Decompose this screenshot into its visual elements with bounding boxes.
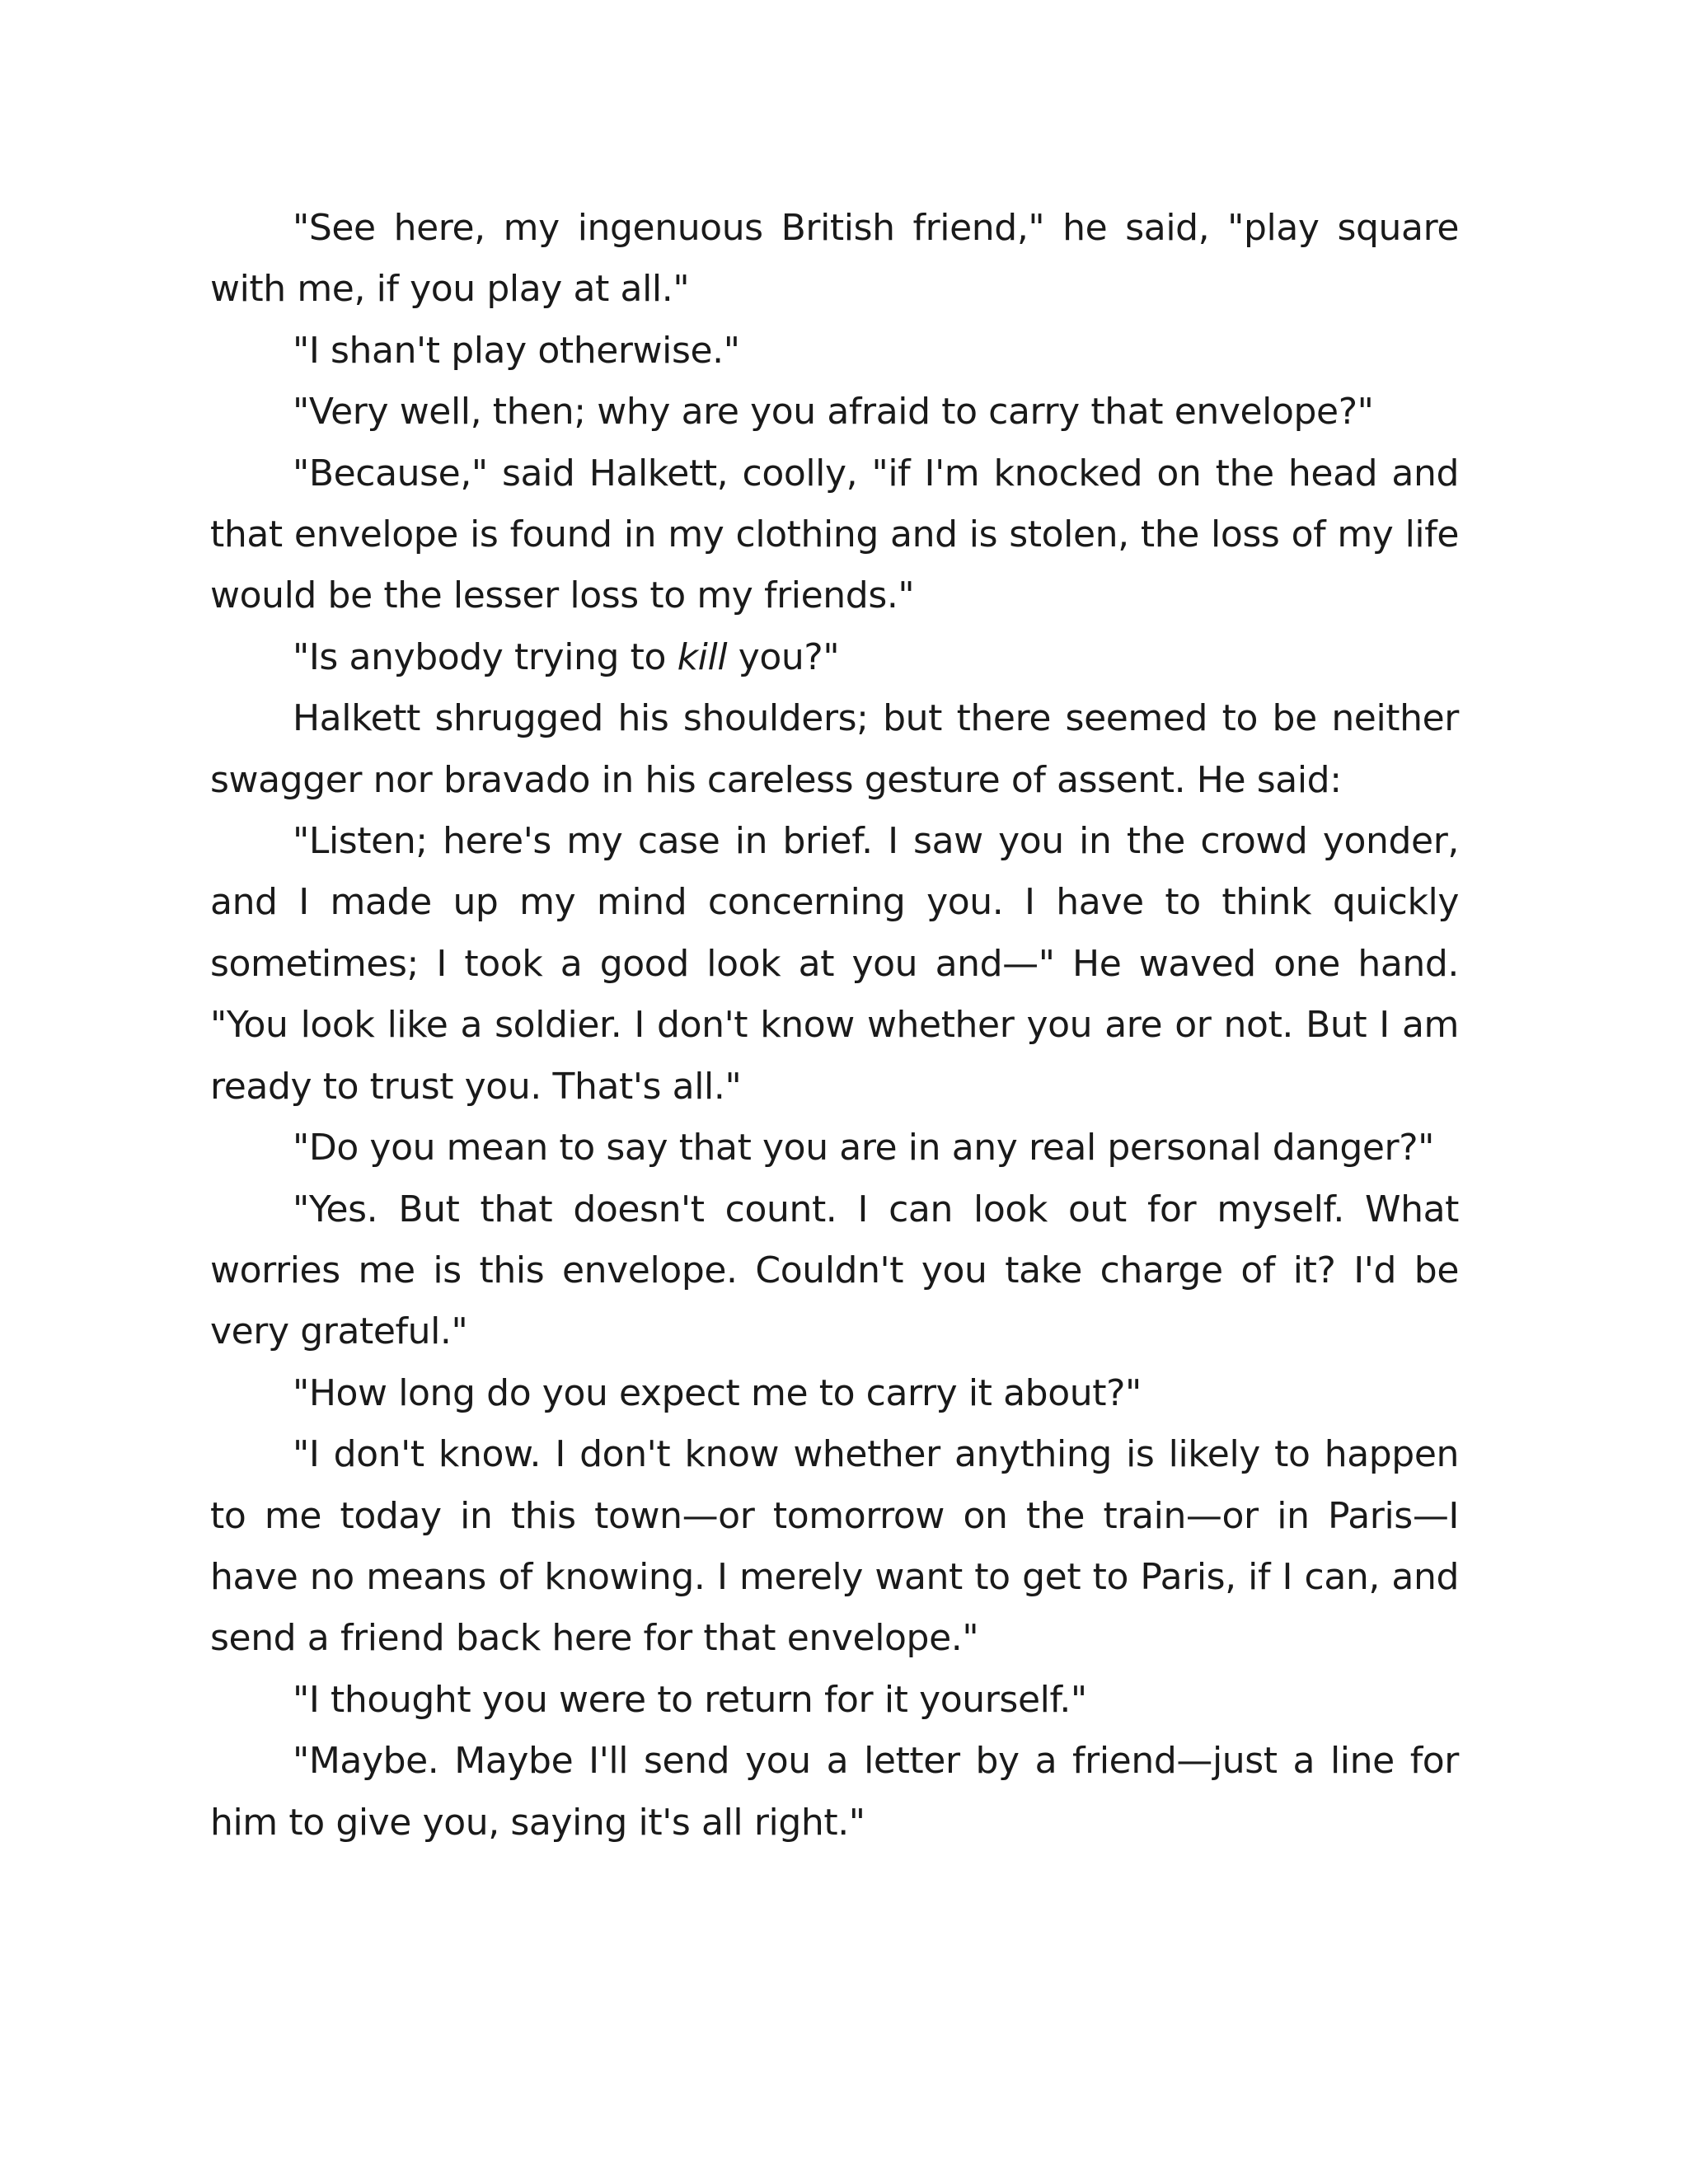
paragraph-10: "How long do you expect me to carry it about?" bbox=[293, 1371, 1142, 1414]
paragraph-2: "I shan't play otherwise." bbox=[293, 329, 740, 372]
page-body bbox=[210, 198, 1459, 1854]
paragraph-6: Halkett shrugged his shoulders; but there seemed to be neither swagger nor bravado in his careless gesture of assent. He said: bbox=[210, 697, 1459, 801]
paragraph-3: "Very well, then; why are you afraid to carry that envelope?" bbox=[293, 391, 1374, 434]
paragraph-4: "Because," said Halkett, coolly, "if I'm knocked on the head and that envelope is found in my clothing and is stolen, the loss of my life would be the lesser loss to my friends." bbox=[210, 452, 1459, 617]
paragraph-5-before: "Is anybody trying to bbox=[293, 635, 678, 678]
paragraph-8: "Do you mean to say that you are in any real personal danger?" bbox=[293, 1127, 1435, 1169]
paragraph-5-italic: kill bbox=[677, 635, 728, 678]
paragraph-13: "Maybe. Maybe I'll send you a letter by a friend—just a line for him to give you, saying it's all right." bbox=[210, 1740, 1459, 1844]
paragraph-5-after: you?" bbox=[727, 635, 840, 678]
paragraph-12: "I thought you were to return for it yourself." bbox=[293, 1678, 1087, 1721]
paragraph-11: "I don't know. I don't know whether anything is likely to happen to me today in this town—or tomorrow on the train—or in Paris—I have no means of knowing. I merely want to get to Paris, if I can, and send a friend back here for that envelope." bbox=[210, 1433, 1459, 1660]
paragraph-7: "Listen; here's my case in brief. I saw you in the crowd yonder, and I made up my mind concerning you. I have to think quickly sometimes; I took a good look at you and—" He waved one hand. "You look like a soldier. I don't know whether you are or not. But I am ready to trust you. That's all." bbox=[210, 820, 1459, 1108]
paragraph-9: "Yes. But that doesn't count. I can look out for myself. What worries me is this envelope. Couldn't you take charge of it? I'd be very grateful." bbox=[210, 1188, 1459, 1353]
paragraph-1: "See here, my ingenuous British friend," he said, "play square with me, if you play at all." bbox=[210, 207, 1459, 311]
paragraph-5 bbox=[210, 627, 1459, 688]
